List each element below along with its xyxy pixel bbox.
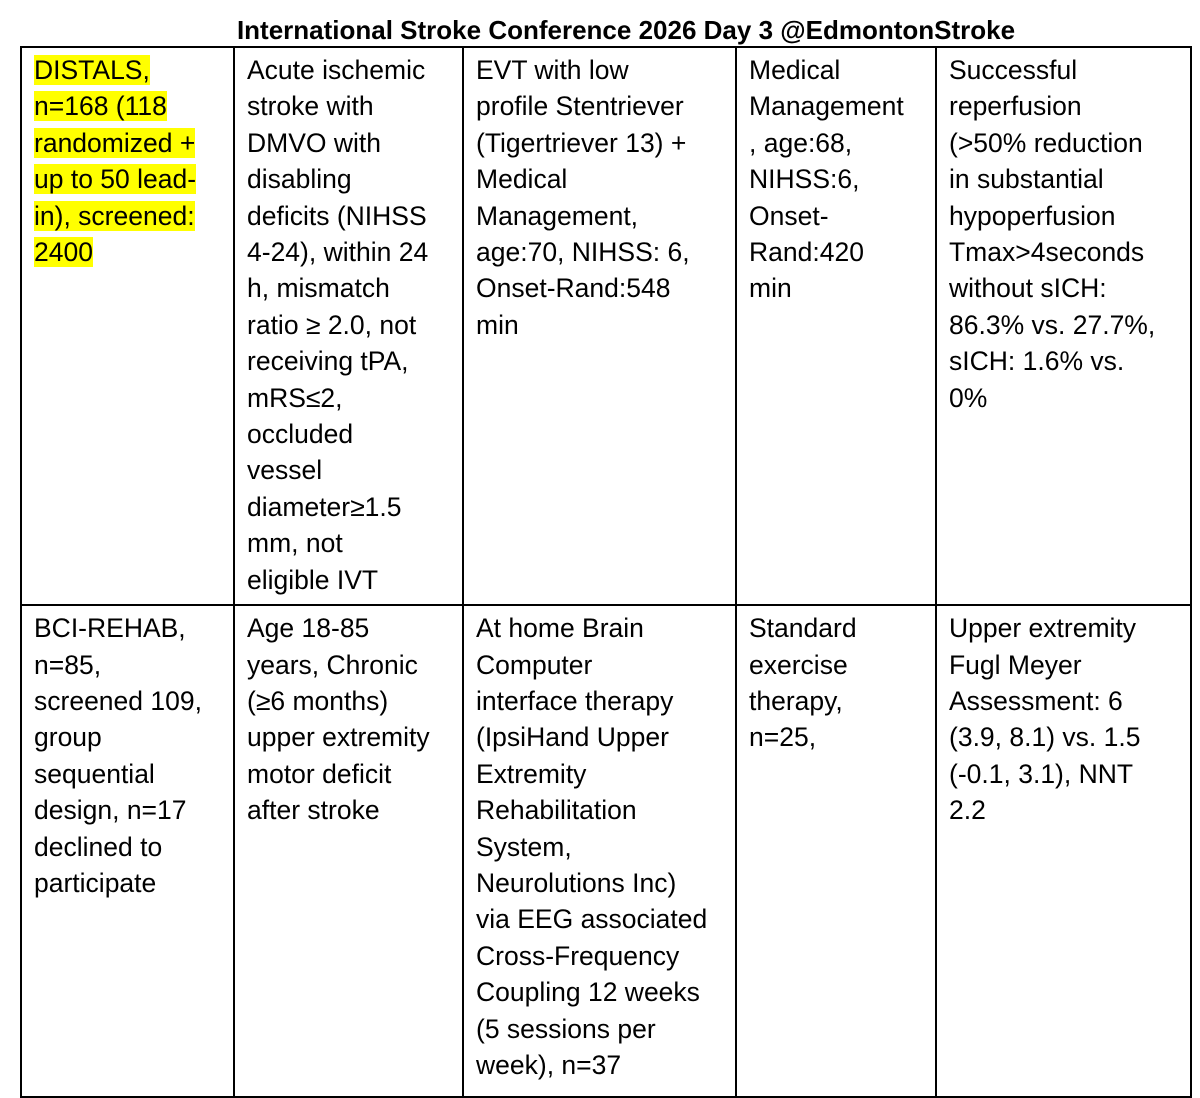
control-cell <box>736 605 936 1097</box>
outcome-cell <box>936 47 1191 605</box>
control-cell <box>736 47 936 605</box>
intervention-text: At home Brain Computer interface therapy (IpsiHand Upper Extremity Rehabilitation System, Neurolutions Inc) via EEG associated Cross-Frequency Coupling 12 weeks (5 sessions per week), n=37 <box>476 613 708 1080</box>
population-cell <box>234 605 463 1097</box>
outcome-text: Successful reperfusion (>50% reduction in substantial hypoperfusion Tmax>4seconds without sICH: 86.3% vs. 27.7%, sICH: 1.6% vs. 0% <box>949 55 1156 413</box>
control-text: Standard exercise therapy, n=25, <box>749 613 857 753</box>
outcome-text: Upper extremity Fugl Meyer Assessment: 6 (3.9, 8.1) vs. 1.5 (-0.1, 3.1), NNT 2.2 <box>949 613 1141 826</box>
trials-table <box>20 46 1192 1098</box>
population-text: Age 18-85 years, Chronic (≥6 months) upper extremity motor deficit after stroke <box>247 613 430 826</box>
intervention-text: EVT with low profile Stentriever (Tigertriever 13) + Medical Management, age:70, NIHSS: 6, Onset-Rand:548 min <box>476 55 690 340</box>
table-row <box>21 47 1191 605</box>
table-row <box>21 605 1191 1097</box>
trial-cell <box>21 47 234 605</box>
page-title: International Stroke Conference 2026 Day 3 @EdmontonStroke <box>236 15 1016 45</box>
trial-name: BCI-REHAB, n=85, screened 109, group sequential design, n=17 declined to participate <box>34 613 202 898</box>
intervention-cell <box>463 47 736 605</box>
population-cell <box>234 47 463 605</box>
trial-name-highlighted: DISTALS, n=168 (118 randomized + up to 50 lead- in), screened: 2400 <box>34 55 197 268</box>
intervention-cell <box>463 605 736 1097</box>
population-text: Acute ischemic stroke with DMVO with disabling deficits (NIHSS 4-24), within 24 h, mismatch ratio ≥ 2.0, not receiving tPA, mRS≤2, occluded vessel diameter≥1.5 mm, not eligible IVT <box>247 55 429 595</box>
control-text: Medical Management , age:68, NIHSS:6, Onset- Rand:420 min <box>749 55 904 304</box>
outcome-cell <box>936 605 1191 1097</box>
trial-cell <box>21 605 234 1097</box>
